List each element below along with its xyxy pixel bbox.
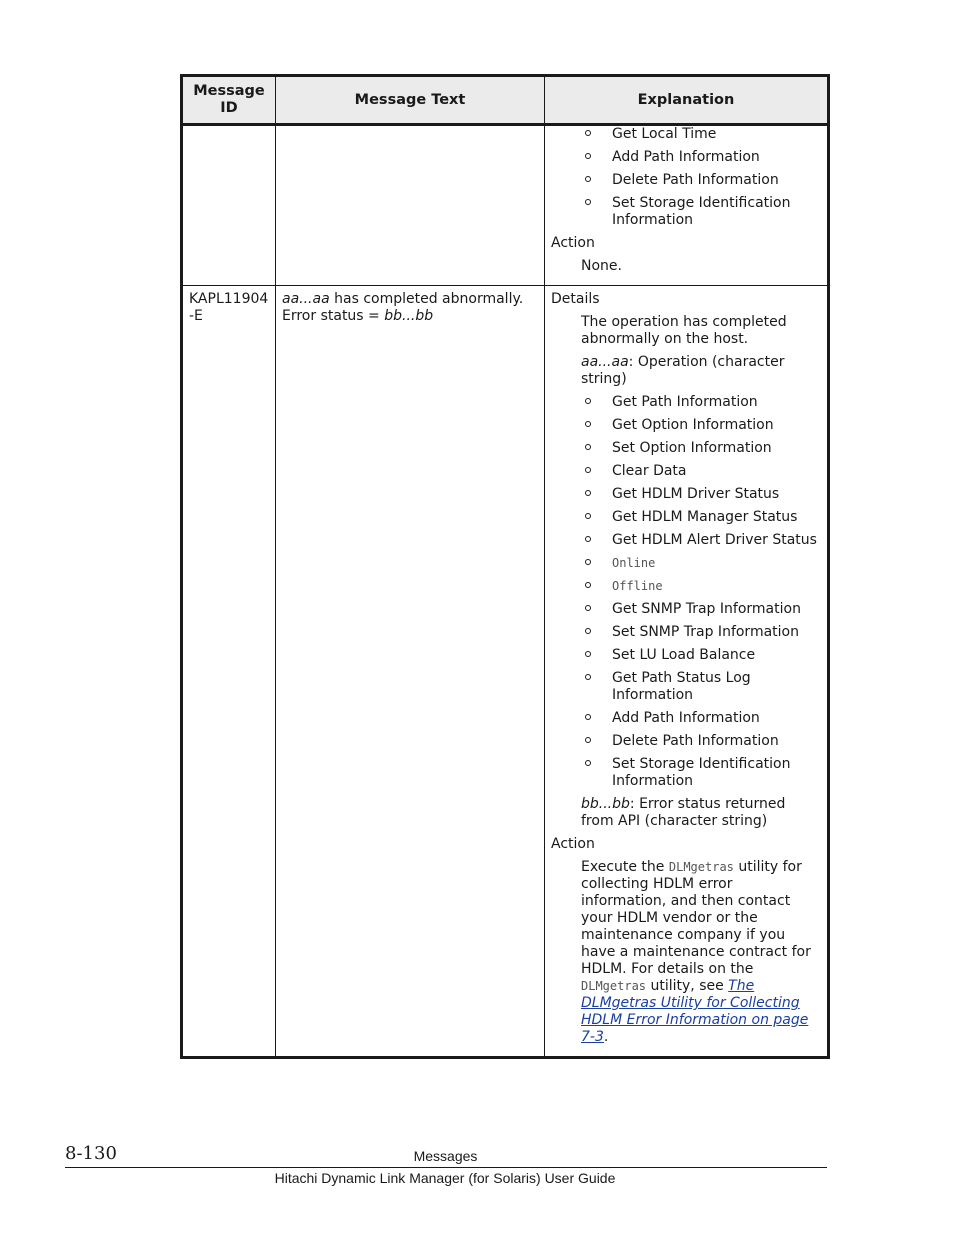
list-item: Get Path Status Log Information bbox=[551, 670, 821, 704]
bullet-icon bbox=[585, 605, 591, 611]
bullet-icon bbox=[585, 467, 591, 473]
list-item: Set Storage Identification Information bbox=[551, 195, 821, 229]
explanation-cell bbox=[545, 125, 829, 286]
bullet-icon bbox=[585, 536, 591, 542]
list-item: Get SNMP Trap Information bbox=[551, 601, 821, 618]
command-name: DLMgetras bbox=[581, 979, 647, 993]
bullet-icon bbox=[585, 628, 591, 634]
bullet-icon bbox=[585, 421, 591, 427]
message-id-cell: KAPL11904 -E bbox=[189, 291, 269, 324]
header-message-text: Message Text bbox=[276, 76, 545, 125]
list-item: Get HDLM Alert Driver Status bbox=[551, 532, 821, 549]
bullet-icon bbox=[585, 760, 591, 766]
page-number: 8-130 bbox=[65, 1143, 117, 1164]
details-heading: Details bbox=[551, 291, 600, 307]
bullet-icon bbox=[585, 651, 591, 657]
header-message-id: Message ID bbox=[182, 76, 276, 125]
message-var-aa: aa...aa bbox=[282, 291, 330, 307]
message-var-bb: bb...bb bbox=[384, 308, 434, 324]
bullet-icon bbox=[585, 398, 591, 404]
footer-section-name: Messages bbox=[413, 1148, 478, 1164]
bullet-icon bbox=[585, 199, 591, 205]
bullet-icon bbox=[585, 153, 591, 159]
bullet-icon bbox=[585, 737, 591, 743]
list-item: Get HDLM Manager Status bbox=[551, 509, 821, 526]
list-item: Delete Path Information bbox=[551, 172, 821, 189]
bullet-icon bbox=[585, 130, 591, 136]
message-text-cell bbox=[276, 125, 545, 286]
header-explanation: Explanation bbox=[545, 76, 829, 125]
list-item: Clear Data bbox=[551, 463, 821, 480]
bullet-icon bbox=[585, 582, 591, 588]
details-text: The operation has completed abnormally on the host. bbox=[581, 314, 787, 347]
message-text-cell bbox=[276, 286, 545, 1058]
list-item: Set Option Information bbox=[551, 440, 821, 457]
operation-description: aa...aa: Operation (character string) bbox=[581, 354, 785, 387]
bullet-icon bbox=[585, 444, 591, 450]
list-item: Get Option Information bbox=[551, 417, 821, 434]
operation-list bbox=[551, 394, 821, 790]
bullet-icon bbox=[585, 176, 591, 182]
command-name: DLMgetras bbox=[668, 860, 734, 874]
footer-divider bbox=[65, 1167, 827, 1168]
bullet-icon bbox=[585, 513, 591, 519]
operation-list bbox=[551, 126, 821, 229]
action-heading: Action bbox=[551, 235, 595, 251]
list-item: Set Storage Identification Information bbox=[551, 756, 821, 790]
list-item: Online bbox=[551, 555, 821, 572]
error-status-description: bb...bb: Error status returned from API (character string) bbox=[581, 796, 786, 829]
table-header-row bbox=[182, 76, 829, 125]
action-text: None. bbox=[581, 258, 622, 274]
list-item: Add Path Information bbox=[551, 710, 821, 727]
bullet-icon bbox=[585, 714, 591, 720]
message-table bbox=[180, 74, 830, 1059]
message-id-cell bbox=[182, 125, 276, 286]
list-item: Set LU Load Balance bbox=[551, 647, 821, 664]
list-item: Offline bbox=[551, 578, 821, 595]
bullet-icon bbox=[585, 674, 591, 680]
list-item: Get Path Information bbox=[551, 394, 821, 411]
bullet-icon bbox=[585, 490, 591, 496]
action-heading: Action bbox=[551, 836, 595, 852]
list-item: Set SNMP Trap Information bbox=[551, 624, 821, 641]
message-text-body: has completed abnormally. Error status = bbox=[282, 291, 524, 324]
list-item: Get HDLM Driver Status bbox=[551, 486, 821, 503]
list-item: Add Path Information bbox=[551, 149, 821, 166]
list-item: Get Local Time bbox=[551, 126, 821, 143]
table-row bbox=[182, 125, 829, 286]
action-text: Execute the DLMgetras utility for collecting HDLM error information, and then contact your HDLM vendor or the maintenance company if you have a maintenance contract for HDLM. For details on the DLMgetras utility, see The DLMgetras Utility for Collecting HDLM Error Information on page 7-3. bbox=[581, 859, 811, 1045]
cross-reference-link[interactable]: The DLMgetras Utility for Collecting HDLM Error Information on page 7-3 bbox=[581, 978, 809, 1045]
footer-document-title: Hitachi Dynamic Link Manager (for Solaris) User Guide bbox=[274, 1170, 616, 1186]
bullet-icon bbox=[585, 559, 591, 565]
explanation-cell bbox=[545, 286, 829, 1058]
table-row bbox=[182, 286, 829, 1058]
list-item: Delete Path Information bbox=[551, 733, 821, 750]
